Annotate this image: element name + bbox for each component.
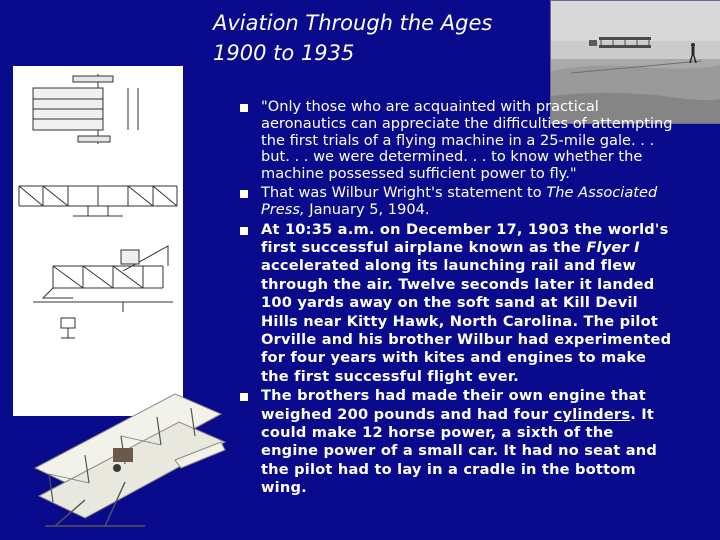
title-line-1: Aviation Through the Ages bbox=[213, 11, 493, 35]
bullet-item-statement bbox=[236, 185, 676, 219]
bullet-item-engine bbox=[236, 387, 676, 497]
bullet-engine-text-end: . It could make 12 horse power, a sixth of the engine power of a small car. It had no seat and the pilot had to lay in a cradle in the bottom wing. bbox=[261, 405, 658, 497]
bullet-marker bbox=[240, 190, 248, 198]
bullet-marker bbox=[240, 227, 248, 235]
bullet-engine-text-start: The brothers had made their own engine that weighed 200 pounds and had four bbox=[261, 387, 646, 423]
aircraft-name: Flyer I bbox=[586, 238, 640, 256]
bullet-statement-text: That was Wilbur Wright's statement to bbox=[261, 183, 547, 201]
bullet-statement-date: January 5, 1904. bbox=[304, 200, 430, 218]
bullet-quote-text: "Only those who are acquainted with practical aeronautics can appreciate the difficulties of attempting the first trials of a flying machine in a 25-mile gale. . . but. . . we were determined. . . to know whether the machine possessed sufficient power to fly." bbox=[261, 98, 673, 183]
publication-name: The Associated Press, bbox=[261, 183, 658, 218]
bullet-item-quote bbox=[236, 99, 676, 183]
bullet-flight-text-end: accelerated along its launching rail and flew through the air. Twelve seconds later it landed 100 yards away on the soft sand at Kill Devil Hills near Kitty Hawk, North Carolina. The pilot Orville and his brother Wilbur had experimented for four years with kites and engines to make the first successful flight ever. bbox=[261, 257, 672, 385]
bullet-marker bbox=[240, 104, 248, 112]
cylinders-link[interactable]: cylinders bbox=[553, 405, 631, 423]
title-line-2: 1900 to 1935 bbox=[213, 41, 355, 65]
wright-flyer-sketch bbox=[13, 66, 183, 416]
bullet-marker bbox=[240, 393, 248, 401]
bullet-flight-text-start: At 10:35 a.m. on December 17, 1903 the world's first successful airplane known as the bbox=[261, 220, 669, 256]
wright-flyer-photo bbox=[25, 390, 235, 530]
bullet-item-first-flight bbox=[236, 221, 676, 387]
bullet-list bbox=[236, 99, 676, 498]
slide-title bbox=[213, 8, 543, 68]
